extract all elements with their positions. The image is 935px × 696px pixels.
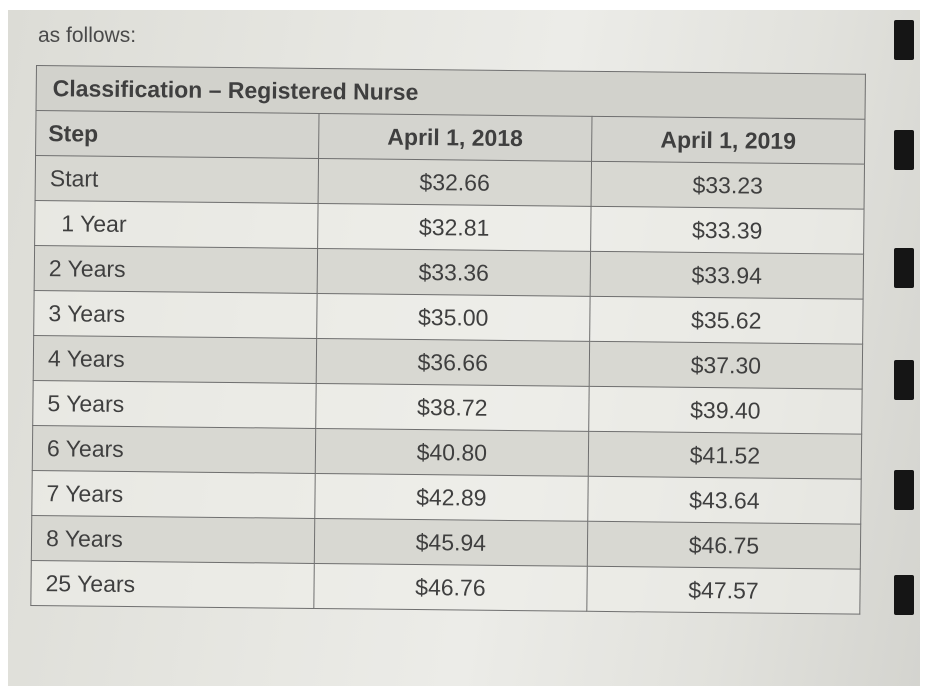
rate-2018-cell: $35.00 bbox=[316, 293, 590, 341]
table-title: Classification – Registered Nurse bbox=[36, 66, 865, 120]
step-cell: 6 Years bbox=[32, 425, 315, 473]
step-cell: 2 Years bbox=[34, 245, 317, 293]
intro-text: as follows: bbox=[38, 24, 137, 47]
rate-2019-cell: $39.40 bbox=[589, 386, 863, 434]
step-cell: 4 Years bbox=[33, 335, 316, 383]
header-2018: April 1, 2018 bbox=[318, 113, 592, 161]
rate-2018-cell: $38.72 bbox=[316, 383, 590, 431]
binder-hole bbox=[894, 20, 914, 60]
rate-2019-cell: $35.62 bbox=[590, 296, 864, 344]
binder-hole bbox=[894, 470, 914, 510]
rate-2018-cell: $46.76 bbox=[314, 563, 588, 611]
rate-2018-cell: $45.94 bbox=[314, 518, 588, 566]
table-row bbox=[31, 560, 860, 614]
binder-hole bbox=[894, 360, 914, 400]
document-photo bbox=[8, 10, 920, 686]
step-cell: 1 Year bbox=[35, 200, 318, 248]
wage-table bbox=[30, 65, 866, 615]
rate-2018-cell: $32.81 bbox=[317, 203, 591, 251]
rate-2019-cell: $37.30 bbox=[589, 341, 863, 389]
rate-2018-cell: $33.36 bbox=[317, 248, 591, 296]
rate-2019-cell: $41.52 bbox=[588, 431, 862, 479]
rate-2018-cell: $42.89 bbox=[315, 473, 589, 521]
step-cell: 25 Years bbox=[31, 560, 314, 608]
binder-hole bbox=[894, 248, 914, 288]
binder-hole bbox=[894, 575, 914, 615]
step-cell: 5 Years bbox=[33, 380, 316, 428]
binder-hole bbox=[894, 130, 914, 170]
rate-2019-cell: $47.57 bbox=[587, 566, 861, 614]
header-2019: April 1, 2019 bbox=[591, 116, 865, 164]
rate-2018-cell: $32.66 bbox=[318, 158, 592, 206]
rate-2019-cell: $33.39 bbox=[590, 206, 864, 254]
step-cell: 8 Years bbox=[31, 515, 314, 563]
rate-2018-cell: $40.80 bbox=[315, 428, 589, 476]
rate-2019-cell: $43.64 bbox=[588, 476, 862, 524]
rate-2019-cell: $33.23 bbox=[591, 161, 865, 209]
rate-2019-cell: $46.75 bbox=[587, 521, 861, 569]
step-cell: 7 Years bbox=[32, 470, 315, 518]
rate-2018-cell: $36.66 bbox=[316, 338, 590, 386]
rate-2019-cell: $33.94 bbox=[590, 251, 864, 299]
step-cell: Start bbox=[35, 156, 318, 204]
header-step: Step bbox=[36, 111, 319, 159]
step-cell: 3 Years bbox=[34, 290, 317, 338]
